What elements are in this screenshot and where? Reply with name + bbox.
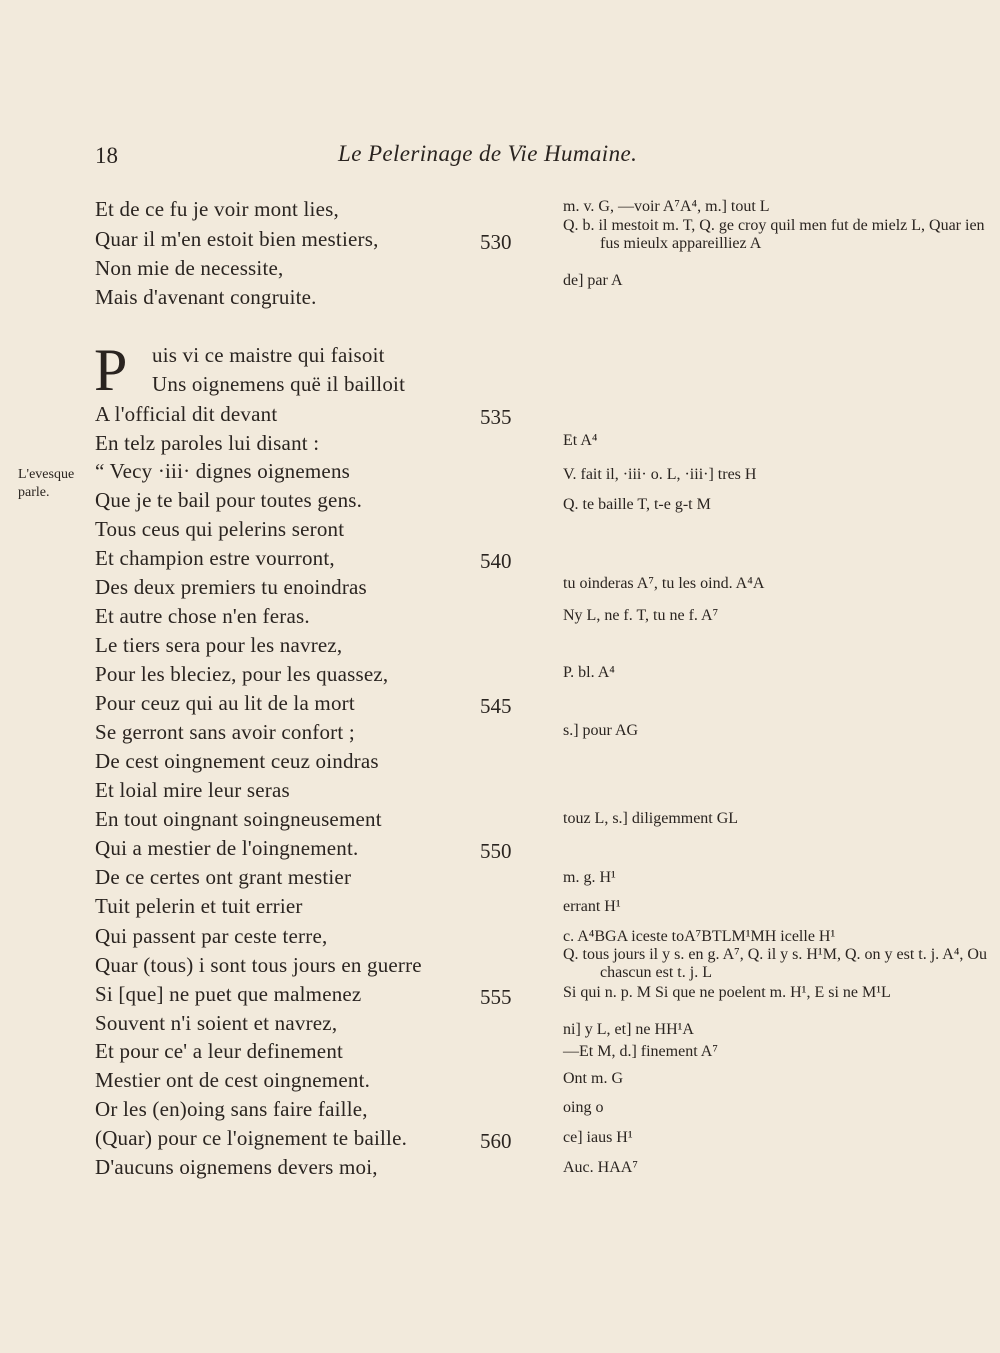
verse-line: De cest oingnement ceuz oindras xyxy=(95,749,379,773)
verse-line: Qui a mestier de l'oingnement. xyxy=(95,836,359,860)
verse-line: Mais d'avenant congruite. xyxy=(95,285,317,309)
verse-line: Des deux premiers tu enoindras xyxy=(95,575,367,599)
verse-line: D'aucuns oignemens devers moi, xyxy=(95,1155,378,1179)
variant-note: Et A⁴ xyxy=(563,432,598,449)
variant-note: ni] y L, et] ne HH¹A xyxy=(563,1021,694,1038)
verse-line: Si [que] ne puet que malmenez xyxy=(95,982,362,1006)
verse-line: Se gerront sans avoir confort ; xyxy=(95,720,355,744)
variant-note: V. fait il, ·iii· o. L, ·iii·] tres H xyxy=(563,466,757,483)
variant-note: touz L, s.] diligemment GL xyxy=(563,810,739,827)
variant-note: errant H¹ xyxy=(563,898,621,915)
verse-line: Et de ce fu je voir mont lies, xyxy=(95,197,339,221)
variant-note: Ny L, ne f. T, tu ne f. A⁷ xyxy=(563,607,719,624)
verse-line: “ Vecy ·iii· dignes oignemens xyxy=(95,459,351,483)
variant-note: Auc. HAA⁷ xyxy=(563,1159,638,1176)
verse-line: Quar (tous) i sont tous jours en guerre xyxy=(95,953,422,977)
verse-line: Pour les bleciez, pour les quassez, xyxy=(95,662,389,686)
running-title: Le Pelerinage de Vie Humaine. xyxy=(338,141,638,166)
verse-line: Uns oignemens quë il bailloit xyxy=(152,372,406,396)
line-number: 560 xyxy=(480,1129,512,1153)
variant-note: Ont m. G xyxy=(563,1070,623,1087)
verse-line: (Quar) pour ce l'oignement te baille. xyxy=(95,1126,408,1150)
line-number: 535 xyxy=(480,405,512,429)
verse-line: Tuit pelerin et tuit errier xyxy=(95,894,303,918)
line-number: 555 xyxy=(480,985,512,1009)
variant-note: Q. te baille T, t-e g-t M xyxy=(563,496,711,513)
variant-note: —Et M, d.] finement A⁷ xyxy=(563,1043,718,1060)
verse-line: En telz paroles lui disant : xyxy=(95,431,320,455)
variant-note: m. g. H¹ xyxy=(563,869,616,886)
verse-line: Quar il m'en estoit bien mestiers, xyxy=(95,227,379,251)
verse-line: Et pour ce' a leur definement xyxy=(95,1039,344,1063)
variant-note: oing o xyxy=(563,1099,604,1116)
variant-note: m. v. G, —voir A⁷A⁴, m.] tout L xyxy=(563,198,770,215)
variant-note: Q. b. il mestoit m. T, Q. ge croy quil men fut de mielz L, Quar ien fus mieulx appareilliez A xyxy=(563,217,985,252)
verse-line: uis vi ce maistre qui faisoit xyxy=(152,343,385,367)
verse-line: Que je te bail pour toutes gens. xyxy=(95,488,363,512)
verse-line: Le tiers sera pour les navrez, xyxy=(95,633,343,657)
verse-line: Or les (en)oing sans faire faille, xyxy=(95,1097,368,1121)
verse-line: Et loial mire leur seras xyxy=(95,778,290,802)
margin-note: L'evesque parle. xyxy=(18,467,75,500)
verse-line: Mestier ont de cest oingnement. xyxy=(95,1068,371,1092)
verse-line: En tout oingnant soingneusement xyxy=(95,807,382,831)
verse-line: Tous ceus qui pelerins seront xyxy=(95,517,345,541)
verse-line: De ce certes ont grant mestier xyxy=(95,865,352,889)
line-number: 550 xyxy=(480,839,512,863)
variant-note: Si qui n. p. M Si que ne poelent m. H¹, E si ne M¹L xyxy=(563,984,891,1001)
line-number: 530 xyxy=(480,230,512,254)
verse-line: Non mie de necessite, xyxy=(95,256,284,280)
variant-note: c. A⁴BGA iceste toA⁷BTLM¹MH icelle H¹ xyxy=(563,928,836,945)
variant-note: tu oinderas A⁷, tu les oind. A⁴A xyxy=(563,575,765,592)
verse-line: Et champion estre vourront, xyxy=(95,546,335,570)
verse-line: A l'official dit devant xyxy=(95,402,278,426)
line-number: 540 xyxy=(480,549,512,573)
verse-line: Souvent n'i soient et navrez, xyxy=(95,1011,338,1035)
variant-note: P. bl. A⁴ xyxy=(563,664,615,681)
variant-note: ce] iaus H¹ xyxy=(563,1129,633,1146)
variant-note: s.] pour AG xyxy=(563,722,639,739)
variant-note: de] par A xyxy=(563,272,623,289)
line-number: 545 xyxy=(480,694,512,718)
verse-line: Et autre chose n'en feras. xyxy=(95,604,310,628)
verse-line: Qui passent par ceste terre, xyxy=(95,924,328,948)
variant-note: Q. tous jours il y s. en g. A⁷, Q. il y s. H¹M, Q. on y est t. j. A⁴, Ou chascun est t. j. L xyxy=(563,946,987,981)
dropcap: P xyxy=(94,337,128,403)
page-number: 18 xyxy=(95,143,118,168)
verse-line: Pour ceuz qui au lit de la mort xyxy=(95,691,355,715)
